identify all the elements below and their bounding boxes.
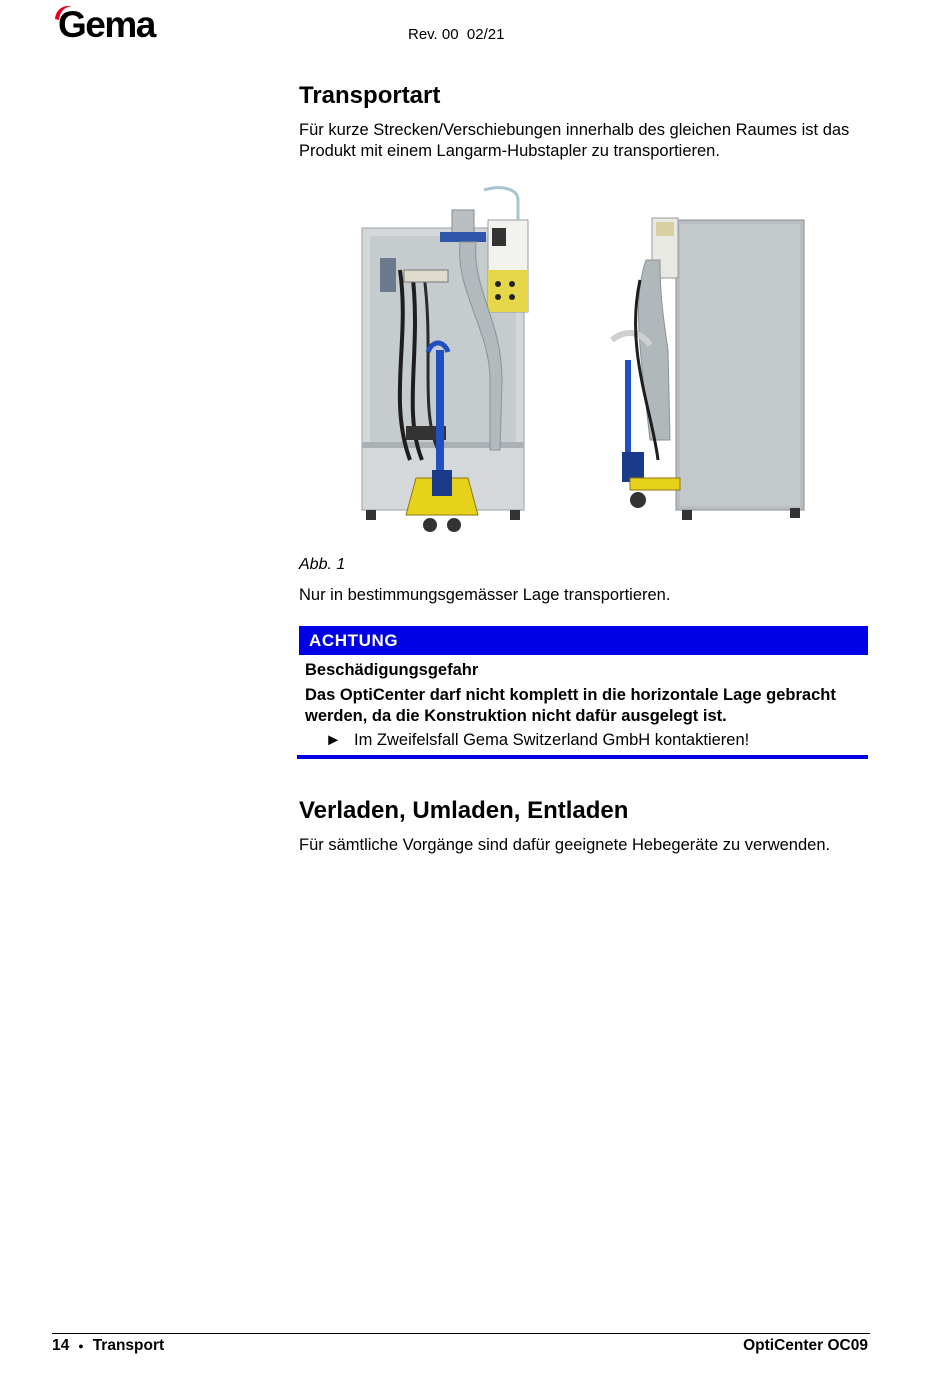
- warning-title: Beschädigungsgefahr: [305, 661, 479, 679]
- warning-bottom-rule: [297, 755, 868, 759]
- warning-action-text: Im Zweifelsfall Gema Switzerland GmbH kontaktieren!: [354, 731, 750, 749]
- footer-chapter: Transport: [92, 1337, 165, 1354]
- loading-paragraph: Für sämtliche Vorgänge sind dafür geeignete Hebegeräte zu verwenden.: [299, 836, 831, 854]
- footer-rule: [52, 1333, 870, 1334]
- transport-position-note: Nur in bestimmungsgemässer Lage transportieren.: [299, 586, 671, 604]
- triangle-arrow-icon: ►: [325, 731, 342, 749]
- opticenter-transport-figure: [340, 180, 830, 545]
- section-heading-transportart: Transportart: [299, 82, 441, 109]
- footer-product-name: OptiCenter OC09: [743, 1337, 868, 1354]
- figure-caption: Abb. 1: [299, 556, 346, 573]
- revision-label: Rev. 00 02/21: [408, 26, 505, 43]
- warning-body: [305, 660, 865, 727]
- page-number: 14: [52, 1337, 70, 1354]
- warning-action: [325, 731, 749, 750]
- front-view-unit-illustration: [362, 188, 528, 532]
- warning-header-bar: [299, 626, 868, 655]
- bullet-separator-icon: ●: [78, 1340, 84, 1351]
- side-view-unit-illustration: [612, 218, 804, 520]
- warning-text: Das OptiCenter darf nicht komplett in die horizontale Lage gebracht werden, da die Konstruktion nicht dafür ausgelegt ist.: [305, 686, 836, 725]
- logo-text: Gema: [58, 4, 155, 45]
- gema-logo: [52, 2, 164, 46]
- transport-paragraph: Für kurze Strecken/Verschiebungen innerhalb des gleichen Raumes ist das Produkt mit einem Langarm-Hubstapler zu transportieren.: [299, 121, 850, 160]
- footer-page-info: [52, 1337, 164, 1355]
- section-heading-verladen: Verladen, Umladen, Entladen: [299, 797, 629, 824]
- warning-label: ACHTUNG: [309, 631, 399, 650]
